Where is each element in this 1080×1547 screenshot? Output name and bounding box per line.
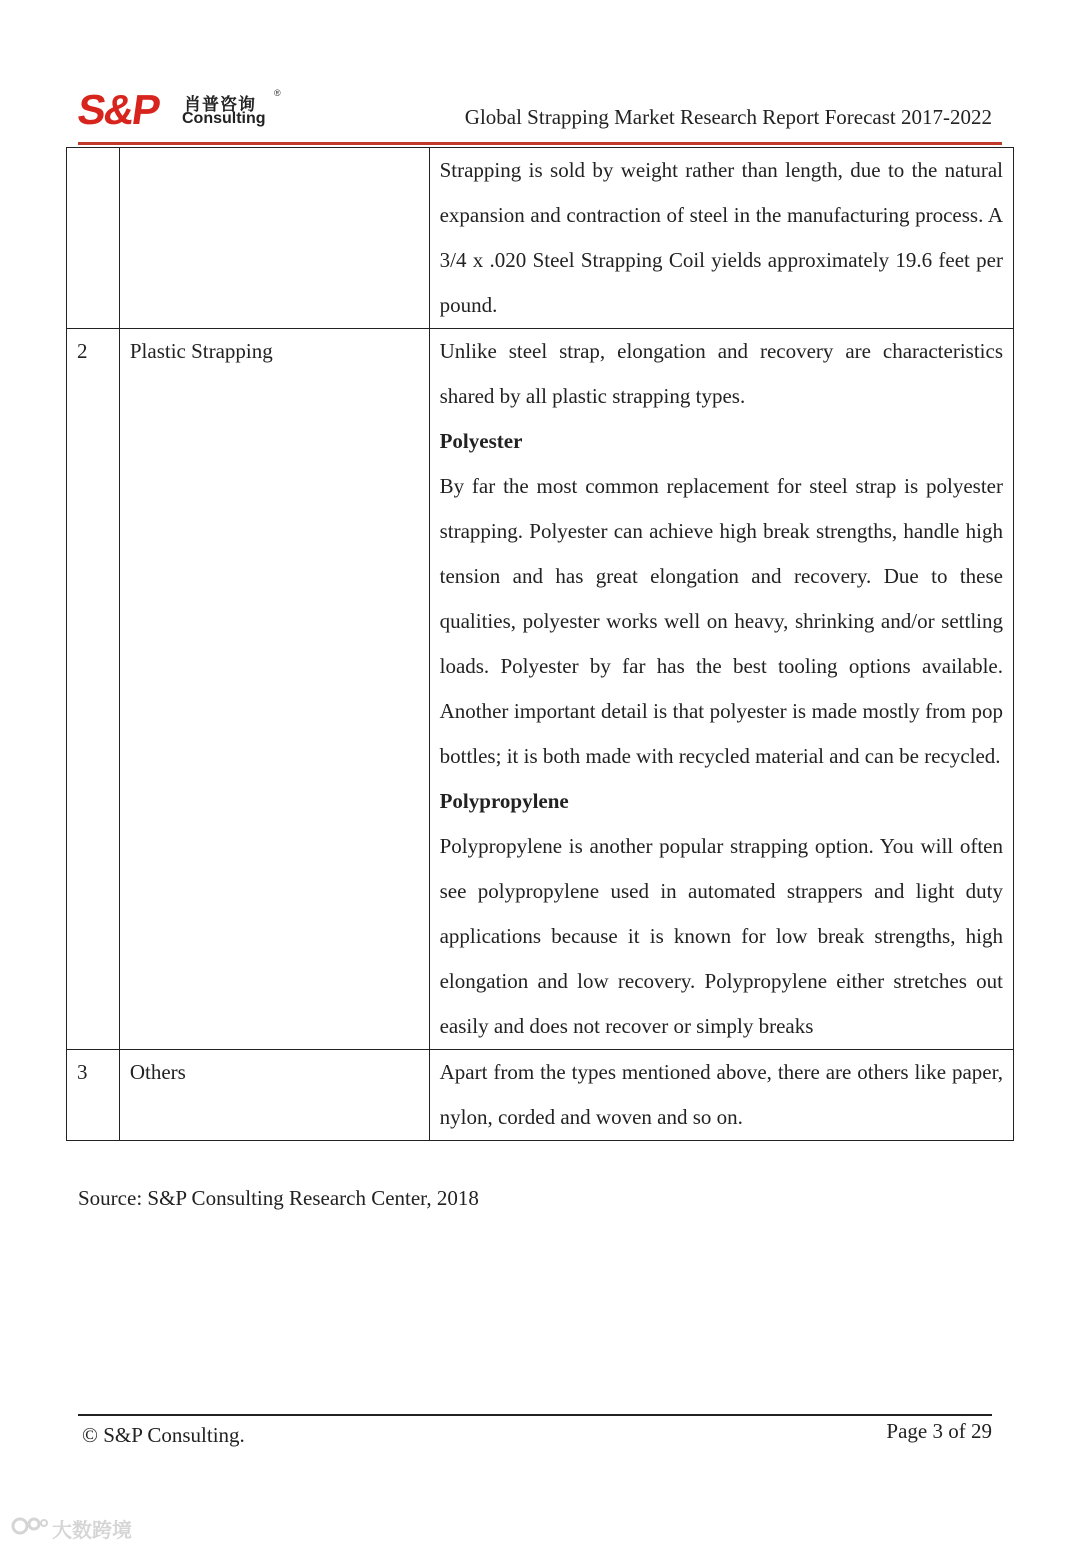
- row-description: [429, 329, 1013, 1050]
- table-row: [67, 1050, 1014, 1141]
- description-paragraph: Strapping is sold by weight rather than length, due to the natural expansion and contraction of steel in the manufacturing process. A 3/4 x .020 Steel Strapping Coil yields approximately 19.6 feet per pound.: [439, 158, 1003, 317]
- subsection-heading-polyester: Polyester: [439, 429, 523, 453]
- logo-subtitle: Consulting: [182, 110, 266, 127]
- watermark: [10, 1512, 142, 1542]
- description-paragraph: Unlike steel strap, elongation and recovery are characteristics shared by all plastic strapping types.: [439, 339, 1003, 408]
- report-title: Global Strapping Market Research Report Forecast 2017-2022: [464, 105, 992, 129]
- header-divider: [78, 142, 1002, 145]
- footer-copyright: © S&P Consulting.: [82, 1423, 245, 1447]
- row-type-name: Others: [119, 1050, 429, 1141]
- row-number: 3: [67, 1050, 120, 1141]
- company-logo: [74, 86, 288, 136]
- source-note: Source: S&P Consulting Research Center, 2018: [78, 1186, 479, 1210]
- logo-mark: S&P: [74, 86, 162, 133]
- subsection-heading-polypropylene: Polypropylene: [439, 789, 569, 813]
- page-number: Page 3 of 29: [886, 1419, 992, 1443]
- logo-chinese-name: 肖普咨询: [184, 95, 256, 115]
- subsection-text-polypropylene: Polypropylene is another popular strapping option. You will often see polypropylene used in automated strappers and light duty applications because it is known for low break strengths, high elongation and low recovery. Polypropylene either stretches out easily and does not recover or simply breaks: [439, 834, 1003, 1038]
- watermark-logo-icon: [10, 1514, 50, 1538]
- row-type-name: Plastic Strapping: [119, 329, 429, 1050]
- watermark-text: 大数跨境: [52, 1518, 132, 1542]
- row-number: 2: [67, 329, 120, 1050]
- row-type-name: [119, 148, 429, 329]
- footer-divider: [78, 1414, 992, 1416]
- table-row: [67, 329, 1014, 1050]
- row-description: [429, 148, 1013, 329]
- row-description: [429, 1050, 1013, 1141]
- row-number: [67, 148, 120, 329]
- description-paragraph: Apart from the types mentioned above, there are others like paper, nylon, corded and woven and so on.: [439, 1060, 1003, 1129]
- table-row: [67, 148, 1014, 329]
- strapping-types-table: [66, 147, 1014, 1141]
- subsection-text-polyester: By far the most common replacement for steel strap is polyester strapping. Polyester can achieve high break strengths, handle high tension and has great elongation and recovery. Due to these qualities, polyester works well on heavy, shrinking and/or settling loads. Polyester by far has the best tooling options available. Another important detail is that polyester is made mostly from pop bottles; it is both made with recycled material and can be recycled.: [439, 474, 1003, 768]
- registered-mark: ®: [274, 88, 281, 98]
